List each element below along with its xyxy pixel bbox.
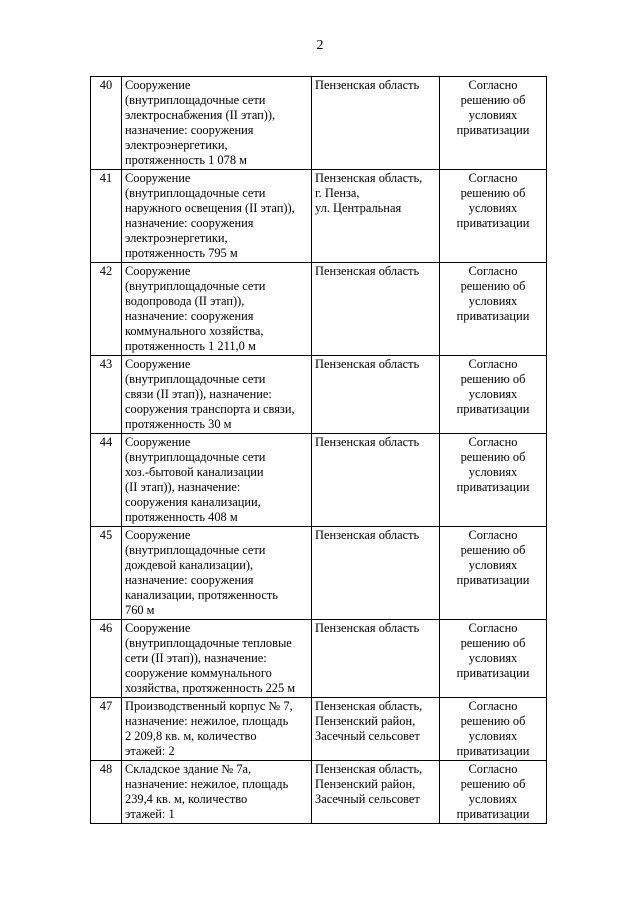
object-location: Пензенская область	[312, 434, 440, 527]
row-number: 44	[91, 434, 122, 527]
table-row	[91, 356, 547, 434]
privatization-note: Согласно решению об условиях приватизации	[440, 761, 547, 824]
object-location: Пензенская область, Пензенский район, Засечный сельсовет	[312, 698, 440, 761]
object-description: Складское здание № 7а, назначение: нежилое, площадь 239,4 кв. м, количество этажей: 1	[122, 761, 312, 824]
row-number: 47	[91, 698, 122, 761]
row-number: 42	[91, 263, 122, 356]
privatization-note: Согласно решению об условиях приватизации	[440, 620, 547, 698]
object-description: Сооружение (внутриплощадочные сети водопровода (II этап)), назначение: сооружения коммунального хозяйства, протяженность 1 211,0 м	[122, 263, 312, 356]
privatization-note: Согласно решению об условиях приватизации	[440, 356, 547, 434]
row-number: 48	[91, 761, 122, 824]
table-row	[91, 527, 547, 620]
object-location: Пензенская область	[312, 620, 440, 698]
property-table	[90, 76, 547, 824]
object-description: Сооружение (внутриплощадочные сети дождевой канализации), назначение: сооружения канализации, протяженность 760 м	[122, 527, 312, 620]
object-location: Пензенская область, Пензенский район, Засечный сельсовет	[312, 761, 440, 824]
privatization-note: Согласно решению об условиях приватизации	[440, 434, 547, 527]
object-description: Сооружение (внутриплощадочные сети связи (II этап)), назначение: сооружения транспорта и связи, протяженность 30 м	[122, 356, 312, 434]
object-location: Пензенская область, г. Пенза, ул. Центральная	[312, 170, 440, 263]
object-description: Сооружение (внутриплощадочные сети наружного освещения (II этап)), назначение: сооружения электроэнергетики, протяженность 795 м	[122, 170, 312, 263]
table-row	[91, 170, 547, 263]
object-location: Пензенская область	[312, 527, 440, 620]
privatization-note: Согласно решению об условиях приватизации	[440, 170, 547, 263]
table-row	[91, 761, 547, 824]
privatization-note: Согласно решению об условиях приватизации	[440, 698, 547, 761]
privatization-note: Согласно решению об условиях приватизации	[440, 527, 547, 620]
row-number: 40	[91, 77, 122, 170]
row-number: 43	[91, 356, 122, 434]
object-description: Сооружение (внутриплощадочные сети хоз.-бытовой канализации (II этап)), назначение: сооружения канализации, протяженность 408 м	[122, 434, 312, 527]
object-description: Сооружение (внутриплощадочные сети электроснабжения (II этап)), назначение: сооружения электроэнергетики, протяженность 1 078 м	[122, 77, 312, 170]
privatization-note: Согласно решению об условиях приватизации	[440, 263, 547, 356]
row-number: 46	[91, 620, 122, 698]
table-row	[91, 434, 547, 527]
row-number: 41	[91, 170, 122, 263]
table-row	[91, 620, 547, 698]
object-description: Сооружение (внутриплощадочные тепловые сети (II этап)), назначение: сооружение коммунального хозяйства, протяженность 225 м	[122, 620, 312, 698]
object-location: Пензенская область	[312, 263, 440, 356]
row-number: 45	[91, 527, 122, 620]
object-description: Производственный корпус № 7, назначение: нежилое, площадь 2 209,8 кв. м, количество этажей: 2	[122, 698, 312, 761]
object-location: Пензенская область	[312, 77, 440, 170]
table-row	[91, 263, 547, 356]
object-location: Пензенская область	[312, 356, 440, 434]
table-row	[91, 698, 547, 761]
table-row	[91, 77, 547, 170]
page-number: 2	[316, 38, 324, 53]
privatization-note: Согласно решению об условиях приватизации	[440, 77, 547, 170]
